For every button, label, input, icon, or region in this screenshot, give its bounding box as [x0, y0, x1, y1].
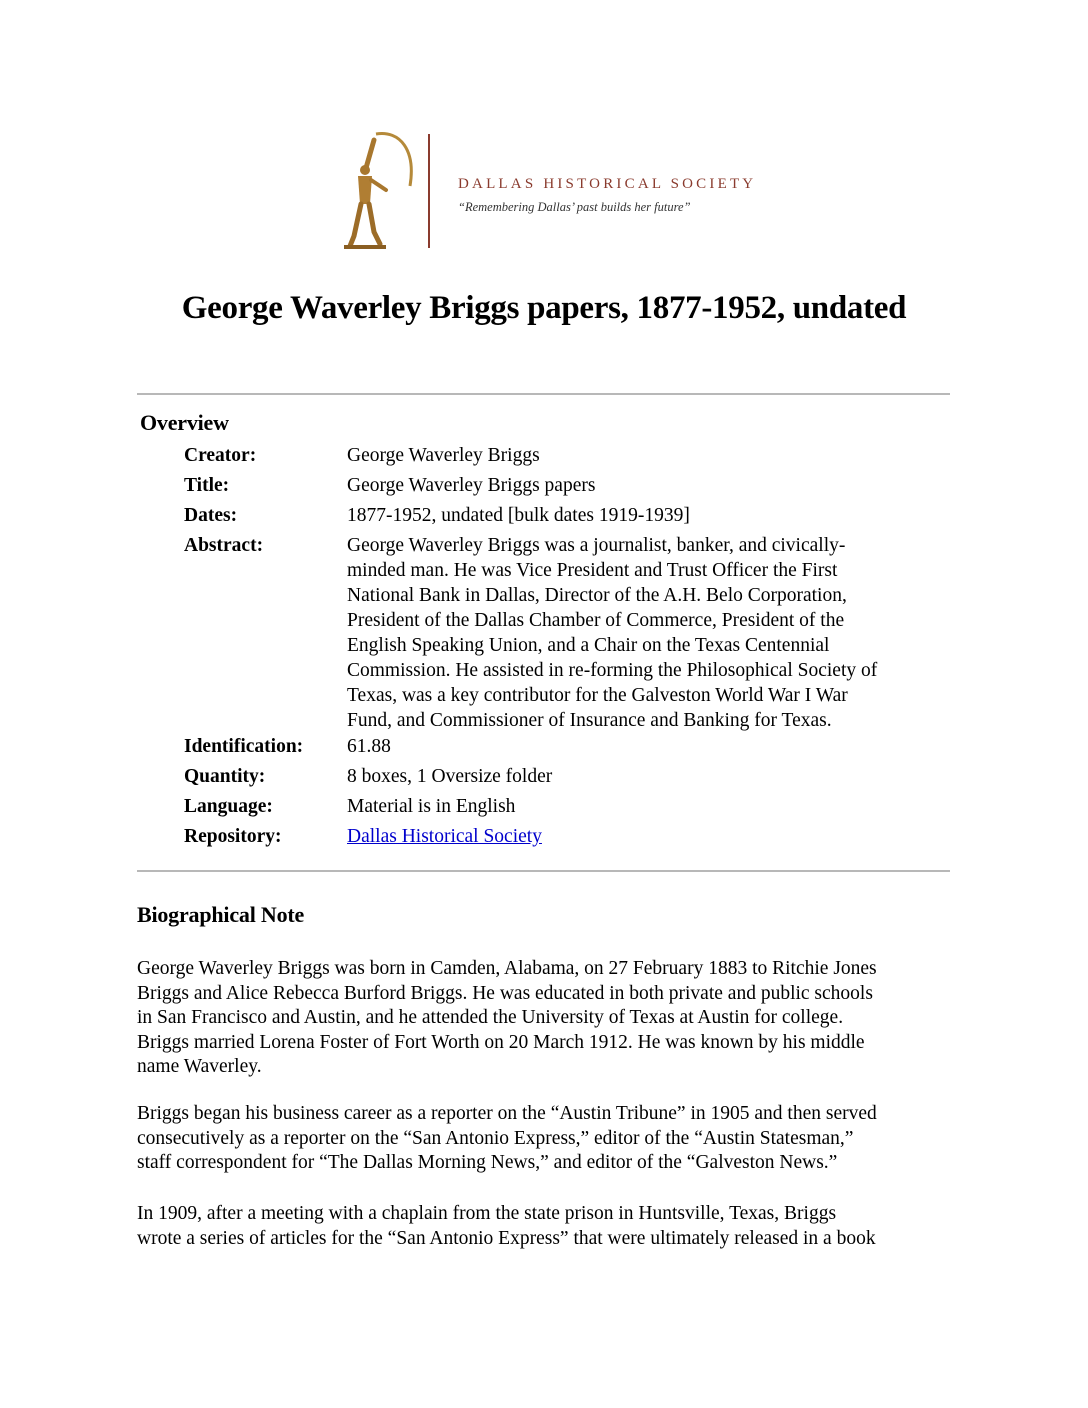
bio-paragraph: [137, 957, 957, 1080]
field-label: Title:: [184, 475, 230, 496]
bio-paragraph: [137, 1102, 957, 1176]
field-value: George Waverley Briggs: [347, 445, 540, 466]
field-value: George Waverley Briggs papers: [347, 475, 596, 496]
field-label: Creator:: [184, 445, 257, 466]
field-value: 8 boxes, 1 Oversize folder: [347, 766, 553, 787]
archer-statue-icon: [336, 128, 428, 252]
field-value: Material is in English: [347, 796, 516, 817]
abstract-line: George Waverley Briggs was a journalist, banker, and civically-: [347, 535, 846, 556]
abstract-line: Texas, was a key contributor for the Galveston World War I War: [347, 685, 848, 706]
field-label: Quantity:: [184, 766, 266, 787]
field-value: 1877-1952, undated [bulk dates 1919-1939]: [347, 505, 690, 526]
org-motto: “Remembering Dallas’ past builds her future”: [458, 200, 691, 214]
org-name: DALLAS HISTORICAL SOCIETY: [458, 176, 757, 192]
field-label: Dates:: [184, 505, 238, 526]
abstract-text: [347, 533, 947, 733]
overview-heading: Overview: [140, 410, 229, 435]
field-label: Abstract:: [184, 535, 264, 556]
field-label: Identification:: [184, 736, 304, 757]
paragraph-line: name Waverley.: [137, 1056, 262, 1078]
field-abstract: [184, 533, 944, 733]
paragraph-line: Briggs began his business career as a reporter on the “Austin Tribune” in 1905 and then served: [137, 1103, 877, 1124]
paragraph-line: consecutively as a reporter on the “San Antonio Express,” editor of the “Austin Statesman,”: [137, 1127, 854, 1149]
abstract-line: Commission. He assisted in re-forming the Philosophical Society of: [347, 660, 878, 681]
abstract-line: Fund, and Commissioner of Insurance and Banking for Texas.: [347, 710, 832, 731]
bio-paragraph: [137, 1202, 957, 1251]
paragraph-line: staff correspondent for “The Dallas Morning News,” and editor of the “Galveston News.”: [137, 1152, 838, 1174]
society-logo: [336, 128, 796, 256]
paragraph-line: George Waverley Briggs was born in Camden, Alabama, on 27 February 1883 to Ritchie Jones: [137, 958, 877, 979]
repository-link[interactable]: Dallas Historical Society: [347, 826, 542, 847]
abstract-line: English Speaking Union, and a Chair on the Texas Centennial: [347, 635, 830, 656]
abstract-line: President of the Dallas Chamber of Commerce, President of the: [347, 610, 845, 631]
field-label: Language:: [184, 796, 273, 817]
paragraph-line: In 1909, after a meeting with a chaplain from the state prison in Huntsville, Texas, Briggs: [137, 1203, 837, 1224]
logo-divider: [428, 134, 430, 248]
abstract-line: National Bank in Dallas, Director of the A.H. Belo Corporation,: [347, 585, 847, 606]
document-title: George Waverley Briggs papers, 1877-1952, undated: [181, 290, 907, 326]
section-divider: [137, 870, 950, 872]
paragraph-line: wrote a series of articles for the “San Antonio Express” that were ultimately released in a book: [137, 1227, 876, 1249]
section-divider: [137, 393, 950, 395]
paragraph-line: Briggs and Alice Rebecca Burford Briggs. He was educated in both private and public schools: [137, 982, 873, 1004]
field-label: Repository:: [184, 826, 282, 847]
paragraph-line: in San Francisco and Austin, and he attended the University of Texas at Austin for college.: [137, 1007, 844, 1029]
field-value: 61.88: [347, 736, 391, 757]
abstract-line: minded man. He was Vice President and Trust Officer the First: [347, 560, 838, 581]
paragraph-line: Briggs married Lorena Foster of Fort Worth on 20 March 1912. He was known by his middle: [137, 1031, 865, 1053]
biographical-note-heading: Biographical Note: [137, 902, 305, 927]
